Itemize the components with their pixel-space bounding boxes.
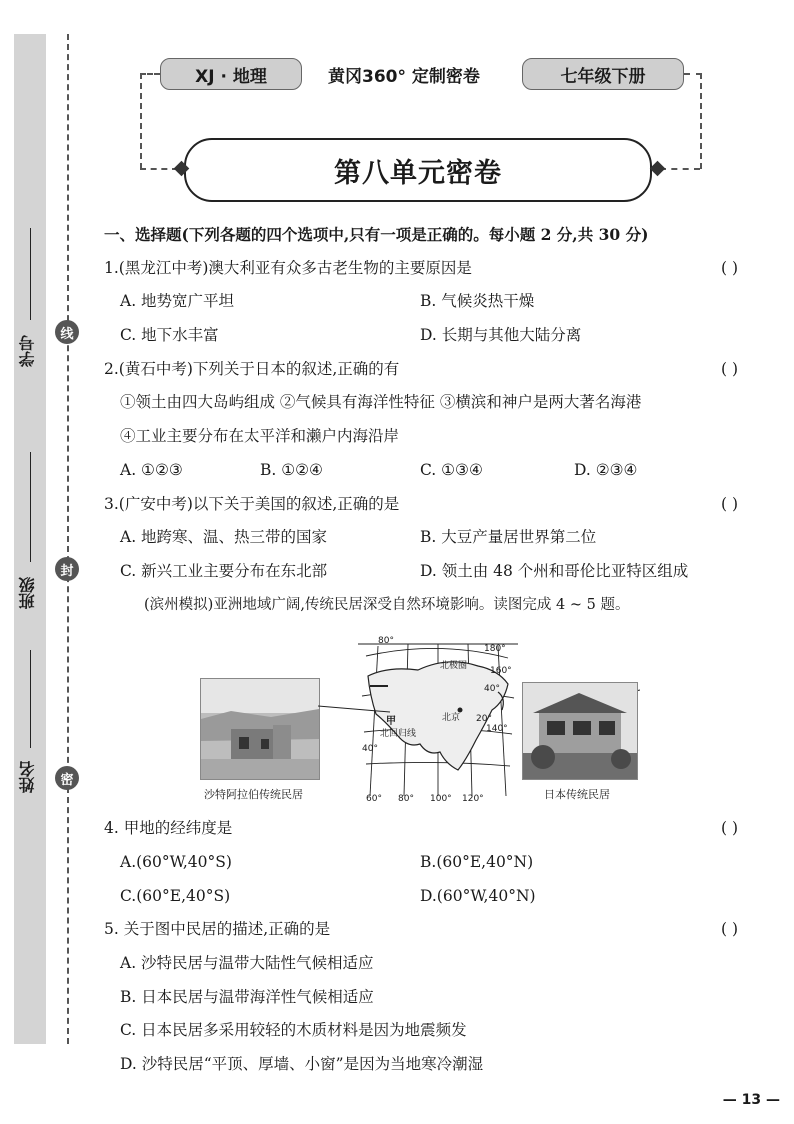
question-2-statements-2: ④工业主要分布在太平洋和濑户内海沿岸	[120, 427, 400, 446]
answer-bracket: ( )	[720, 494, 738, 513]
question-2-statements-1: ①领土由四大岛屿组成 ②气候具有海洋性特征 ③横滨和神户是两大著名海港	[120, 393, 642, 412]
answer-bracket: ( )	[720, 359, 738, 378]
lon-140-label: 140°	[486, 724, 508, 734]
seal-mark-seal: 封	[55, 557, 79, 581]
option-c: C.(60°E,40°S)	[120, 886, 231, 905]
series-title: 黄冈360° 定制密卷	[328, 67, 480, 87]
header-dash-right-vertical	[700, 73, 702, 169]
answer-bracket: ( )	[720, 819, 738, 838]
option-b: B.(60°E,40°N)	[420, 852, 534, 871]
section-heading: 一、选择题(下列各题的四个选项中,只有一项是正确的。每小题 2 分,共 30 分)	[104, 225, 649, 244]
option-b: B. 日本民居与温带海洋性气候相适应	[120, 987, 374, 1006]
right-caption: 日本传统民居	[544, 788, 610, 801]
seal-mark-line: 线	[55, 320, 79, 344]
header	[160, 58, 685, 90]
tropic-label: 北回归线	[380, 729, 417, 739]
lat-20-label: 20°	[476, 714, 492, 724]
figure-intro: (滨州模拟)亚洲地域广阔,传统民居深受自然环境影响。读图完成 4 ~ 5 题。	[144, 596, 630, 613]
option-c: C. 日本民居多采用较轻的木质材料是因为地震频发	[120, 1021, 467, 1040]
question-3-stem	[104, 488, 744, 522]
arctic-circle-label: 北极圈	[440, 661, 468, 671]
question-1-text: 1.(黑龙江中考)澳大利亚有众多古老生物的主要原因是	[104, 258, 472, 277]
point-jia-label: 甲	[386, 716, 396, 727]
class-label: 班级	[18, 577, 37, 609]
seal-mark-secret: 密	[55, 766, 79, 790]
unit-title: 第八单元密卷	[184, 138, 652, 202]
lat-80-label: 80°	[378, 636, 394, 646]
option-c: C. 新兴工业主要分布在东北部	[120, 561, 328, 580]
option-c: C. ①③④	[420, 460, 483, 479]
option-a: A. 沙特民居与温带大陆性气候相适应	[120, 954, 374, 972]
option-d: D.(60°W,40°N)	[420, 886, 536, 905]
lon-100-label: 100°	[430, 794, 452, 804]
answer-bracket: ( )	[720, 920, 738, 939]
name-blank	[30, 650, 31, 748]
question-5-stem	[104, 913, 744, 947]
option-c: C. 地下水丰富	[120, 326, 219, 345]
japan-dwelling-photo	[522, 682, 638, 780]
header-dash-left-vertical	[140, 73, 142, 169]
header-dash-right-bottom	[660, 168, 700, 170]
lon-160-label: 160°	[490, 666, 512, 676]
option-b: B. ①②④	[260, 460, 323, 479]
student-id-blank	[30, 228, 31, 320]
question-3-options-row1	[104, 521, 744, 555]
question-1-options-row1	[104, 285, 744, 319]
class-blank	[30, 452, 31, 562]
asia-map	[348, 636, 524, 808]
question-2-text: 2.(黄石中考)下列关于日本的叙述,正确的有	[104, 359, 400, 378]
question-4-text: 4. 甲地的经纬度是	[104, 819, 233, 838]
page-number: — 13 —	[722, 1092, 780, 1108]
question-3-text: 3.(广安中考)以下关于美国的叙述,正确的是	[104, 494, 400, 513]
lon-180-label: 180°	[484, 644, 506, 654]
question-3-options-row2	[104, 555, 744, 589]
option-a: A. ①②③	[120, 460, 183, 479]
question-1-options-row2	[104, 319, 744, 353]
question-4-stem	[104, 812, 744, 846]
saudi-dwelling-photo	[200, 678, 320, 780]
lat-40-label: 40°	[484, 684, 500, 694]
lat-40b-label: 40°	[362, 744, 378, 754]
option-b: B. 大豆产量居世界第二位	[420, 528, 597, 547]
subject-pill: XJ · 地理	[160, 58, 302, 90]
answer-bracket: ( )	[720, 258, 738, 277]
lon-120-label: 120°	[462, 794, 484, 804]
option-a: A.(60°W,40°S)	[120, 852, 232, 871]
option-d: D. ②③④	[574, 460, 638, 479]
binding-dashed-line	[67, 34, 69, 1044]
question-4-options-row2	[104, 880, 744, 914]
header-dash-left	[140, 73, 160, 75]
question-1-stem	[104, 252, 744, 286]
left-caption: 沙特阿拉伯传统民居	[204, 788, 303, 801]
question-5-text: 5. 关于图中民居的描述,正确的是	[104, 920, 331, 939]
question-2-stem	[104, 353, 744, 387]
option-d: D. 长期与其他大陆分离	[420, 326, 582, 345]
option-a: A. 地跨寒、温、热三带的国家	[120, 528, 328, 547]
figure-asia-dwellings	[200, 636, 640, 808]
grade-pill: 七年级下册	[522, 58, 684, 90]
option-d: D. 沙特民居“平顶、厚墙、小窗”是因为当地寒冷潮湿	[120, 1055, 484, 1074]
option-b: B. 气候炎热干燥	[420, 292, 535, 311]
lon-60-label: 60°	[366, 794, 382, 804]
option-d: D. 领土由 48 个州和哥伦比亚特区组成	[420, 561, 689, 580]
question-4-options-row1	[104, 846, 744, 880]
lon-80-label: 80°	[398, 794, 414, 804]
option-a: A. 地势宽广平坦	[120, 292, 235, 311]
name-label: 姓名	[18, 761, 37, 793]
header-dash-left-bottom	[140, 168, 178, 170]
student-id-label: 学号	[18, 335, 37, 367]
beijing-label: 北京	[442, 713, 461, 723]
diamond-right	[650, 161, 666, 177]
question-2-options	[104, 454, 744, 488]
